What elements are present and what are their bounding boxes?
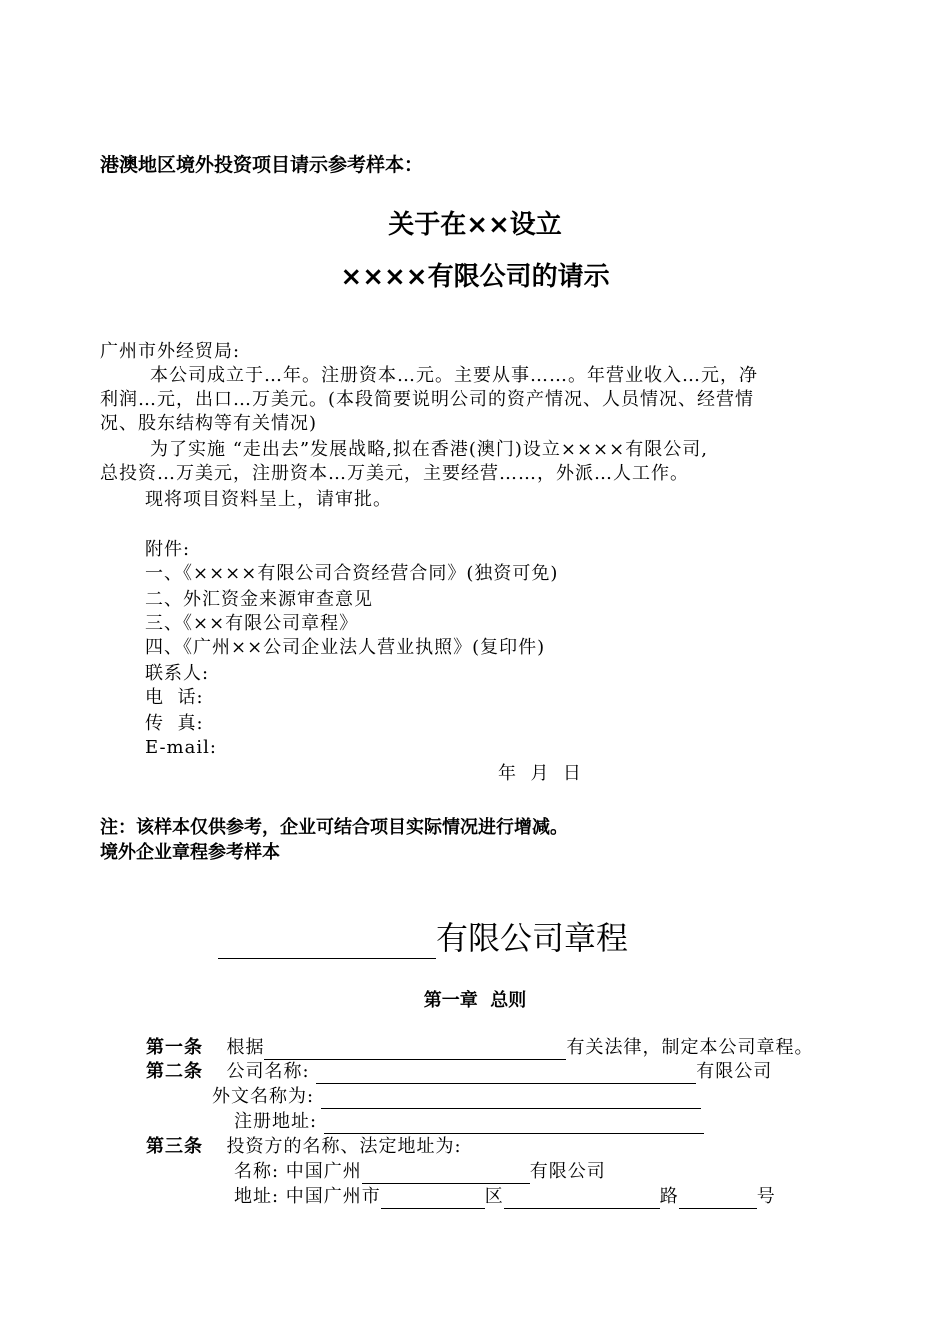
- phone-label: 电 话:: [145, 687, 204, 708]
- para2-line2: 总投资…万美元，注册资本…万美元，主要经营……，外派…人工作。: [100, 463, 689, 484]
- doc1-title-line1: 关于在××设立: [388, 210, 562, 240]
- registered-address-label: 注册地址:: [234, 1111, 318, 1132]
- blank-road: [504, 1188, 660, 1209]
- article-3: [146, 1135, 462, 1159]
- article-1-prefix: 根据: [226, 1037, 265, 1058]
- para1-line1: 本公司成立于…年。注册资本…元。主要从事……。年营业收入…元，净: [150, 365, 758, 386]
- article-2-name-label: 公司名称:: [226, 1061, 310, 1082]
- blank-district: [381, 1188, 485, 1209]
- para2-line1: 为了实施 “走出去”发展战略,拟在香港(澳门)设立××××有限公司,: [150, 439, 708, 460]
- fax-label: 传 真:: [145, 713, 204, 734]
- foreign-name-label: 外文名称为:: [212, 1086, 315, 1107]
- blank-registered-address: [324, 1113, 704, 1134]
- email-label: E-mail:: [145, 737, 217, 758]
- attachment-item: 三、《××有限公司章程》: [145, 613, 359, 634]
- blank-company-name: [218, 925, 436, 959]
- date-line: 年 月 日: [498, 763, 582, 784]
- note: 注：该样本仅供参考，企业可结合项目实际情况进行增减。: [100, 817, 568, 838]
- blank-investor-name: [362, 1163, 530, 1184]
- addressee: 广州市外经贸局:: [100, 341, 241, 362]
- attachment-item: 二、外汇资金来源审查意见: [145, 589, 373, 610]
- article-2-name-suffix: 有限公司: [696, 1061, 773, 1082]
- article-2: [146, 1060, 772, 1084]
- para3: 现将项目资料呈上，请审批。: [145, 489, 392, 510]
- article-3-text: 投资方的名称、法定地址为:: [226, 1136, 462, 1157]
- blank-law: [264, 1039, 566, 1060]
- chapter-heading: 第一章 总则: [423, 990, 527, 1011]
- number-label: 号: [756, 1186, 776, 1207]
- investor-name-suffix: 有限公司: [529, 1161, 606, 1182]
- doc2-heading: 境外企业章程参考样本: [100, 842, 280, 863]
- blank-company-name-field: [316, 1063, 696, 1084]
- attachments-label: 附件:: [145, 539, 191, 560]
- blank-number: [679, 1188, 757, 1209]
- investor-name-prefix: 名称: 中国广州: [234, 1161, 362, 1182]
- attachment-item: 一、《××××有限公司合资经营合同》(独资可免): [145, 563, 559, 584]
- road-label: 路: [659, 1186, 679, 1207]
- article-1-label: 第一条: [146, 1037, 203, 1058]
- district-label: 区: [484, 1186, 504, 1207]
- doc1-title-line2: ××××有限公司的请示: [340, 262, 610, 292]
- registered-address-row: [234, 1110, 704, 1134]
- blank-foreign-name: [321, 1088, 701, 1109]
- article-1: [146, 1036, 813, 1060]
- charter-title: [218, 913, 628, 959]
- attachment-item: 四、《广州××公司企业法人营业执照》(复印件): [145, 637, 546, 658]
- foreign-name-row: [212, 1085, 701, 1109]
- investor-name-row: [234, 1160, 606, 1184]
- article-3-label: 第三条: [146, 1136, 203, 1157]
- article-1-suffix: 有关法律，制定本公司章程。: [566, 1037, 814, 1058]
- doc1-heading: 港澳地区境外投资项目请示参考样本：: [100, 154, 424, 176]
- para1-line2: 利润…元，出口…万美元。(本段简要说明公司的资产情况、人员情况、经营情: [100, 389, 755, 410]
- charter-title-text: 有限公司章程: [436, 919, 629, 957]
- investor-address-prefix: 地址: 中国广州市: [234, 1186, 381, 1207]
- investor-address-row: [234, 1185, 776, 1209]
- contact-label: 联系人:: [145, 663, 210, 684]
- article-2-label: 第二条: [146, 1061, 203, 1082]
- para1-line3: 况、股东结构等有关情况): [100, 413, 318, 434]
